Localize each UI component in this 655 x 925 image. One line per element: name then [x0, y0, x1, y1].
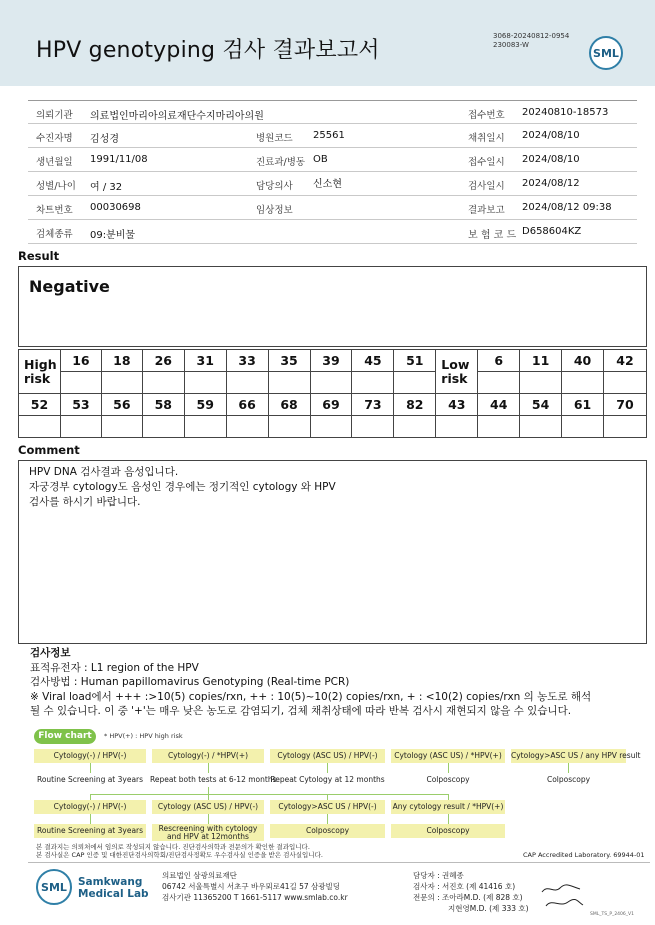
hospital-code-value: 25561: [313, 130, 345, 141]
flow-box: Routine Screening at 3years: [34, 824, 146, 838]
genotype-cell: 40: [562, 350, 604, 372]
genotype-header-row: [19, 394, 647, 416]
genotype-cell: 53: [60, 394, 101, 416]
birth-value: 1991/11/08: [90, 154, 148, 165]
flow-text: Colposcopy: [426, 775, 470, 784]
result-box: [18, 266, 647, 347]
receipt-no-value: 20240810-18573: [522, 107, 609, 118]
flow-note: * HPV(+) : HPV high risk: [104, 732, 183, 740]
genotype-cell: 73: [352, 394, 394, 416]
comment-line: 자궁경부 cytology도 음성인 경우에는 정기적인 cytology 와 HPV: [29, 481, 336, 493]
flow-box: Cytology (ASC US) / HPV(-): [270, 749, 385, 763]
genotype-header-row: [19, 350, 647, 372]
flow-connector: [327, 763, 328, 773]
exam-info: [30, 646, 650, 719]
flow-connector: [208, 814, 209, 824]
target-gene: 표적유전자 : L1 region of the HPV: [30, 661, 199, 674]
genotype-cell: 33: [226, 350, 268, 372]
genotype-result-row: [19, 372, 647, 394]
flow-chart-pill: Flow chart: [34, 729, 96, 744]
institution-value: 의료법인마리아의료재단수지마리아의원: [90, 111, 264, 122]
comment-heading: Comment: [18, 443, 80, 457]
genotype-cell: 39: [310, 350, 352, 372]
info-row: 성별/나이 여 / 32 담당의사 신소현 검사일시 2024/08/12: [28, 172, 637, 196]
genotype-cell: 31: [184, 350, 226, 372]
genotype-cell: 16: [60, 350, 101, 372]
report-header: [0, 0, 655, 86]
patient-info-table: [28, 100, 637, 244]
flow-box: Cytology(-) / HPV(-): [34, 800, 146, 814]
cap-accreditation: CAP Accredited Laboratory. 69944-01: [523, 851, 645, 859]
flow-connector: [448, 763, 449, 773]
exam-date-value: 2024/08/12: [522, 178, 580, 189]
flow-text: Routine Screening at 3years: [36, 775, 144, 784]
flow-connector: [90, 794, 448, 795]
report-title: HPV genotyping 검사 결과보고서: [36, 38, 380, 63]
genotype-table: [18, 349, 647, 438]
footer-divider: [28, 862, 650, 863]
high-risk-label: High risk: [19, 350, 61, 394]
footer-note: 본 결과지는 의뢰처에서 임의로 작성되지 않습니다. 진단검사의학과 전문의가 확인한 결과입니다. 본 검사실은 CAP 인증 및 대한진단검사의학회/진단검사정확도 우수검사실 인증을 받은 검사실입니다.: [36, 843, 323, 859]
exam-method: 검사방법 : Human papillomavirus Genotyping (Real-time PCR): [30, 676, 350, 688]
signature: [540, 880, 585, 910]
flow-text: Repeat Cytology at 12 months: [270, 775, 385, 784]
sex-age-value: 여 / 32: [90, 182, 123, 193]
genotype-cell: 70: [604, 394, 647, 416]
flow-connector: [448, 814, 449, 824]
genotype-cell: 68: [268, 394, 310, 416]
insurance-value: D658604KZ: [522, 226, 582, 237]
genotype-cell: 43: [436, 394, 478, 416]
genotype-result-row: [19, 416, 647, 438]
genotype-cell: 45: [352, 350, 394, 372]
genotype-cell: 51: [394, 350, 436, 372]
lab-name: Samkwang Medical Lab: [78, 876, 149, 900]
info-row: 검체종류 09:분비물 보 험 코 드 D658604KZ: [28, 220, 637, 244]
comment-box: [18, 460, 647, 644]
viral-load-note: ※ Viral load에서 +++ :>10(5) copies/rxn, ++ : 10(5)~10(2) copies/rxn, + : <10(2) copies/rxn 의 농도로 해석: [30, 690, 592, 703]
flow-box: Colposcopy: [391, 824, 505, 838]
genotype-cell: 82: [394, 394, 436, 416]
genotype-cell: 69: [310, 394, 352, 416]
low-risk-label: Low risk: [436, 350, 478, 394]
genotype-cell: 35: [268, 350, 310, 372]
genotype-cell: 61: [562, 394, 604, 416]
receipt-date-value: 2024/08/10: [522, 154, 580, 165]
genotype-cell: 58: [142, 394, 184, 416]
info-row: 의뢰기관 의료법인마리아의료재단수지마리아의원 접수번호 20240810-18573: [28, 100, 637, 124]
genotype-cell: 66: [226, 394, 268, 416]
genotype-cell: 54: [520, 394, 562, 416]
flow-box: Cytology(-) / *HPV(+): [152, 749, 264, 763]
info-row: 차트번호 00030698 임상정보 결과보고 2024/08/12 09:38: [28, 196, 637, 220]
flow-box: Cytology (ASC US) / HPV(-): [152, 800, 264, 814]
genotype-cell: 18: [101, 350, 142, 372]
flow-box: Cytology(-) / HPV(-): [34, 749, 146, 763]
collection-date-value: 2024/08/10: [522, 130, 580, 141]
sml-footer-logo: SML: [36, 869, 72, 905]
result-heading: Result: [18, 249, 60, 263]
flow-box: Cytology>ASC US / any HPV result: [511, 749, 626, 763]
flow-chart: [30, 727, 641, 852]
flow-box: Rescreening with cytology and HPV at 12months: [152, 824, 264, 841]
flow-box: Cytology>ASC US / HPV(-): [270, 800, 385, 814]
genotype-cell: 26: [142, 350, 184, 372]
flow-connector: [90, 763, 91, 773]
comment-line: HPV DNA 검사결과 음성입니다.: [29, 466, 179, 478]
genotype-cell: 42: [604, 350, 647, 372]
genotype-cell: 59: [184, 394, 226, 416]
dept-value: OB: [313, 154, 328, 165]
flow-connector: [327, 814, 328, 824]
lab-address: 의료법인 삼광의료재단 06742 서울특별시 서초구 바우뫼로41길 57 삼광빌딩 검사기관 11365200 T 1661-5117 www.smlab.co.kr: [162, 871, 348, 902]
exam-info-title: 검사정보: [30, 647, 71, 659]
flow-connector: [208, 763, 209, 773]
report-date-value: 2024/08/12 09:38: [522, 202, 612, 213]
viral-load-note: 될 수 있습니다. 이 중 '+'는 매우 낮은 농도로 감염되기, 검체 채취상태에 따라 반복 검사시 재현되지 않을 수 있습니다.: [30, 705, 572, 717]
flow-connector: [90, 814, 91, 824]
genotype-cell: 44: [478, 394, 520, 416]
info-row: 생년월일 1991/11/08 진료과/병동 OB 접수일시 2024/08/10: [28, 148, 637, 172]
flow-box: Cytology (ASC US) / *HPV(+): [391, 749, 505, 763]
flow-box: Colposcopy: [270, 824, 385, 838]
flow-connector: [568, 763, 569, 773]
genotype-cell: 56: [101, 394, 142, 416]
result-value: Negative: [29, 277, 110, 296]
comment-line: 검사를 하시기 바랍니다.: [29, 496, 141, 508]
staff-list: 담당자 : 권혜종 검사자 : 서진호 (제 41416 호) 전문의 : 조아라M.D. (제 828 호) 지현영M.D. (제 333 호): [413, 871, 529, 913]
patient-value: 김성경: [90, 134, 119, 145]
genotype-cell: 11: [520, 350, 562, 372]
genotype-cell: 52: [19, 394, 61, 416]
flow-text: Colposcopy: [546, 775, 591, 784]
info-row: 수진자명 김성경 병원코드 25561 채취일시 2024/08/10: [28, 124, 637, 148]
flow-box: Any cytology result / *HPV(+): [391, 800, 505, 814]
chart-no-value: 00030698: [90, 202, 141, 213]
report-code: 3068-20240812-0954 230083-W: [493, 32, 570, 49]
specimen-value: 09:분비물: [90, 230, 136, 241]
doctor-value: 신소현: [313, 179, 342, 190]
genotype-cell: 6: [478, 350, 520, 372]
flow-text: Repeat both tests at 6-12 months: [150, 775, 277, 784]
sml-logo: SML: [589, 36, 623, 70]
form-version: SML_TS_P_2406_V1: [590, 912, 634, 917]
